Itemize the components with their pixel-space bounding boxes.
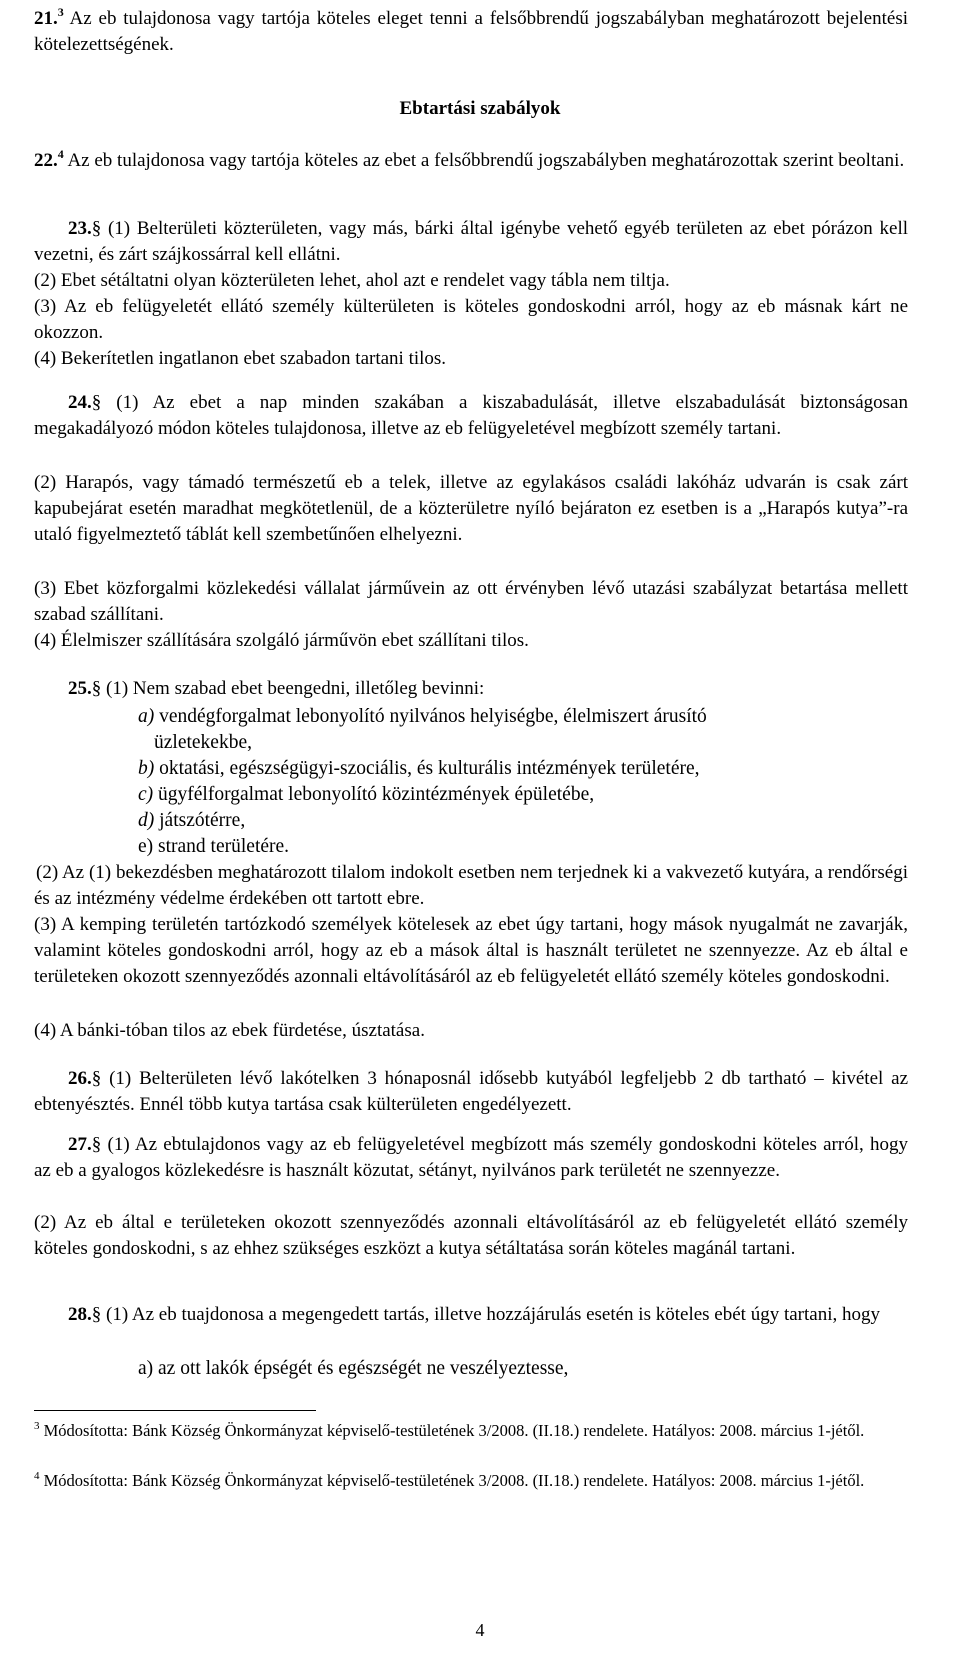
item-text: oktatási, egészségügyi-szociális, és kulturális intézmények területére, (154, 758, 700, 779)
section-marker: § (91, 392, 102, 413)
section-23-p1 (34, 216, 908, 268)
section-number: 27. (68, 1134, 92, 1155)
section-25-p3: (3) A kemping területén tartózkodó személyek kötelesek az ebet úgy tartani, hogy mások nyugalmát ne zavarják, valamint köteles gondoskodni arról, hogy az eb a mások által is használt területet ne szennyezze. Az eb által e területeken okozott szennyeződés azonnali eltávolításáról az eb felügyeletét ellátó személy köteles gondoskodni. (34, 914, 908, 987)
footnote-ref[interactable]: 4 (57, 147, 64, 161)
section-24-p4: (4) Élelmiszer szállítására szolgáló járművön ebet szállítani tilos. (34, 630, 529, 651)
list-item-b (138, 756, 700, 782)
footnote-text: Módosította: Bánk Község Önkormányzat képviselő-testületének 3/2008. (II.18.) rendelete. Hatályos: 2008. március 1-jétől. (39, 1471, 865, 1490)
page-number: 4 (475, 1620, 485, 1640)
footnote-ref[interactable]: 3 (57, 5, 64, 19)
section-25-p2: (2) Az (1) bekezdésben meghatározott tilalom indokolt esetben nem terjednek ki a vakvezető kutyára, a rendőrségi és az intézmény védelme érdekében ott tartott ebre. (34, 862, 908, 909)
paragraph-text: (1) Nem szabad ebet beengedni, illetőleg bevinni: (101, 678, 485, 699)
section-24-p2: (2) Harapós, vagy támadó természetű eb a telek, illetve az egylakásos családi lakóház udvarán is csak zárt kapubejárat esetén maradhat megkötetlenül, de a közterületre nyíló bejáraton ez esetben is a „Harapós kutya”-ra utaló figyelmeztető táblát kell szembetűnően elhelyezni. (34, 472, 908, 545)
item-text: üzletekekbe, (154, 732, 252, 753)
section-27-p1 (34, 1132, 908, 1184)
section-marker: § (91, 1068, 102, 1089)
section-number: 26. (68, 1068, 92, 1089)
item-text: ügyfélforgalmat lebonyolító közintézmények épületébe, (153, 784, 595, 805)
section-number: 24. (68, 392, 92, 413)
section-25-p4: (4) A bánki-tóban tilos az ebek fürdetése, úsztatása. (34, 1020, 425, 1041)
list-item-a-cont (154, 730, 252, 756)
item-label: a) (138, 706, 155, 727)
footnote-number: 4 (34, 1470, 40, 1482)
section-number: 22. (34, 150, 58, 171)
section-23-p3: (3) Az eb felügyeletét ellátó személy külterületen is köteles gondoskodni arról, hogy az eb másnak kárt ne okozzon. (34, 296, 908, 343)
item-text: vendégforgalmat lebonyolító nyilvános helyiségbe, élelmiszert árusító (154, 706, 707, 727)
item-text: e) strand területére. (138, 836, 290, 857)
section-25-p1 (34, 676, 908, 702)
paragraph-text: (1) Belterületen lévő lakótelken 3 hónaposnál idősebb kutyából legfeljebb 2 db tartható – kivétel az ebtenyésztés. Ennél több kutya tartása csak külterületen engedélyezett. (34, 1068, 908, 1115)
section-23-p2: (2) Ebet sétáltatni olyan közterületen lehet, ahol azt e rendelet vagy tábla nem tiltja. (34, 270, 670, 291)
section-22 (34, 148, 908, 174)
section-marker: § (91, 1304, 102, 1325)
section-28-p1 (34, 1302, 908, 1328)
list-item-a: a) az ott lakók épségét és egészségét ne veszélyeztesse, (138, 1358, 569, 1379)
item-label: d) (138, 810, 155, 831)
list-item-c (138, 782, 594, 808)
item-label: b) (138, 758, 155, 779)
paragraph-text: (1) Az ebtulajdonos vagy az eb felügyeletével megbízott más személy gondoskodni köteles arról, hogy az eb a gyalogos közlekedésre is használt közutat, sétányt, nyilvános park területét ne szennyezze. (34, 1134, 908, 1181)
section-marker: § (91, 218, 102, 239)
paragraph-text: (1) Az eb tuajdonosa a megengedett tartás, illetve hozzájárulás esetén is köteles ebét úgy tartani, hogy (101, 1304, 880, 1325)
paragraph-text: (1) Az ebet a nap minden szakában a kiszabadulását, illetve elszabadulását biztonságosan megakadályozó módon köteles tulajdonosa, illetve az eb felügyeletével megbízott személy tartani. (34, 392, 908, 439)
section-text: Az eb tulajdonosa vagy tartója köteles az ebet a felsőbbrendű jogszabályben meghatározottak szerint beoltani. (63, 150, 905, 171)
footnote-4 (34, 1470, 908, 1492)
footnote-text: Módosította: Bánk Község Önkormányzat képviselő-testületének 3/2008. (II.18.) rendelete. Hatályos: 2008. március 1-jétől. (39, 1421, 865, 1440)
section-26-p1 (34, 1066, 908, 1118)
list-item-d (138, 808, 245, 834)
footnote-separator (34, 1410, 316, 1411)
section-27-p2: (2) Az eb által e területeken okozott szennyeződés azonnali eltávolításáról az eb felügyeletét ellátó személy köteles gondoskodni, s az ehhez szükséges eszközt a kutya sétáltatása során köteles magánál tartani. (34, 1212, 908, 1259)
paragraph-text: (1) Belterületi közterületen, vagy más, bárki által igénybe vehető egyéb területen az ebet pórázon kell vezetni, és zárt szájkossárral kell ellátni. (34, 218, 908, 265)
section-marker: § (91, 678, 102, 699)
section-number: 23. (68, 218, 92, 239)
section-heading: Ebtartási szabályok (399, 98, 561, 119)
section-marker: § (91, 1134, 102, 1155)
footnote-number: 3 (34, 1420, 40, 1432)
section-24-p1 (34, 390, 908, 442)
section-24-p3: (3) Ebet közforgalmi közlekedési vállalat járművein az ott érvényben lévő utazási szabályzat betartása mellett szabad szállítani. (34, 578, 908, 625)
list-item-a (138, 704, 707, 730)
section-number: 21. (34, 8, 58, 29)
item-text: játszótérre, (154, 810, 246, 831)
section-text: Az eb tulajdonosa vagy tartója köteles eleget tenni a felsőbbrendű jogszabályban meghatározott bejelentési kötelezettségének. (34, 8, 908, 55)
footnote-3 (34, 1420, 908, 1442)
section-number: 25. (68, 678, 92, 699)
section-21 (34, 6, 908, 58)
section-23-p4: (4) Bekerítetlen ingatlanon ebet szabadon tartani tilos. (34, 348, 447, 369)
section-number: 28. (68, 1304, 92, 1325)
list-item-e (138, 834, 289, 860)
item-label: c) (138, 784, 154, 805)
